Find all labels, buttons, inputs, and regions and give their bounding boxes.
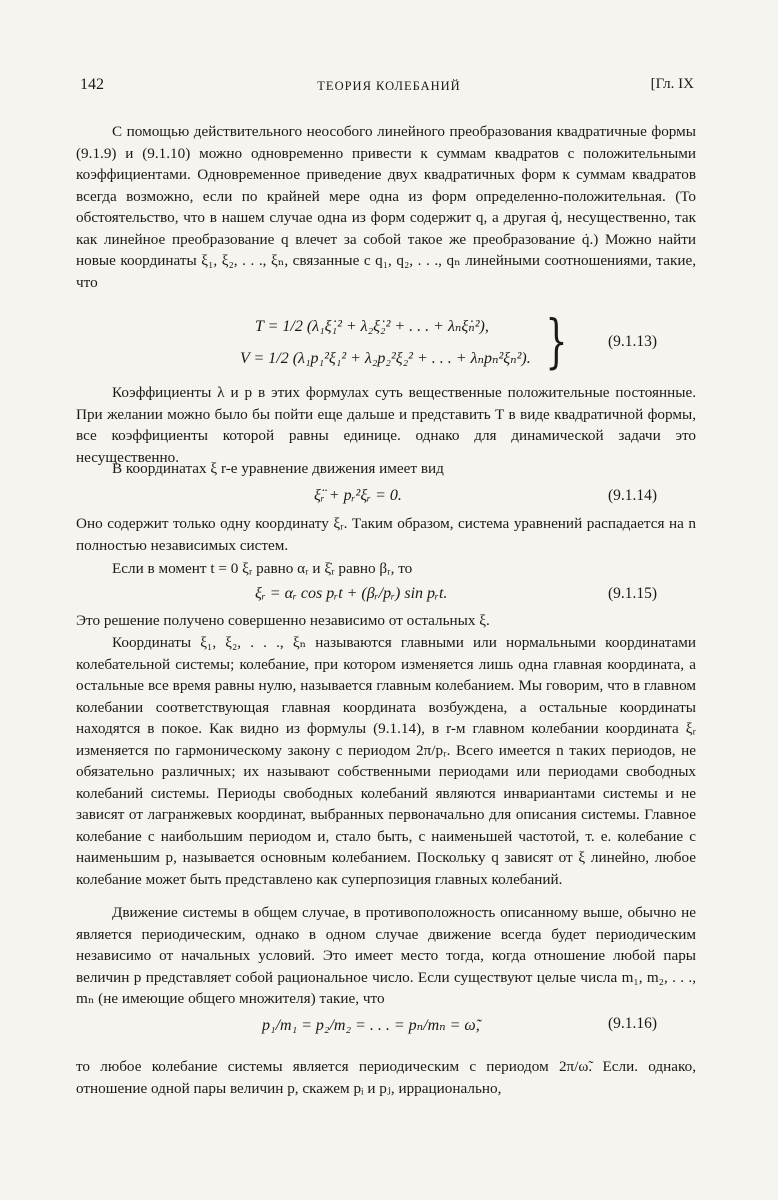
equation-expression: ξ̈ᵣ + pᵣ²ξᵣ = 0. [314,487,402,504]
equation-T-expression: T = 1/2 (λ₁ξ̇₁² + λ₂ξ̇₂² + . . . + λₙξ̇ₙ²), [255,318,489,335]
equation-brace: } [545,307,568,375]
paragraph-normal-coordinates: Координаты ξ₁, ξ₂, . . ., ξₙ называются главными или нормальными координатами колебательной системы; колебание, при котором изменяется лишь одна главная координата, а остальные все время равны нулю, называется главным колебанием. Мы говорим, что в главном колебании соответствующая главная координата возбуждена, а остальные координаты находятся в покое. Как видно из формулы (9.1.14), в r-м главном колебании координата ξᵣ изменяется по гармоническому закону с периодом 2π/pᵣ. Всего имеется n таких периодов, не обязательно различных; их называют собственными периодами или периодами свободных колебаний системы. Периоды свободных колебаний являются инвариантами системы и не зависят от лагранжевых координат, выбранных первоначально для описания системы. Главное колебание с наибольшим периодом и, стало быть, с наименьшей частотой, т. е. колебание с наименьшим p, называется основным колебанием. Поскольку q зависят от ξ линейно, любое колебание может быть представлено как суперпозиция главных колебаний. [76,634,696,888]
running-title: ТЕОРИЯ КОЛЕБАНИЙ [317,79,461,93]
equation-label: (9.1.16) [608,1015,658,1032]
paragraph-coordinates: В координатах ξ r-е уравнение движения имеет вид [112,460,444,477]
equation-V-expression: V = 1/2 (λ₁p₁²ξ₁² + λ₂p₂²ξ₂² + . . . + λₙpₙ²ξₙ²). [240,350,531,367]
page-number: 142 [80,76,104,93]
equation-expression: ξᵣ = αᵣ cos pᵣt + (βᵣ/pᵣ) sin pᵣt. [255,585,448,602]
equation-9-1-15 [0,585,778,613]
chapter-label: [Гл. IX [650,76,694,92]
equation-label: (9.1.14) [608,487,658,504]
paragraph-intro: С помощью действительного неособого линейного преобразования квадратичные формы (9.1.9) и (9.1.10) можно одновременно привести к суммам квадратов с положительными коэффициентами. Одновременное приведение двух квадратичных форм к суммам квадратов всегда возможно, если по крайней мере одна из форм определенно-положительная. (То обстоятельство, что в нашем случае одна из форм содержит q, а другая q̇, несущественно, так как линейное преобразование q влечет за собой такое же преобразование q̇.) Можно найти новые координаты ξ₁, ξ₂, . . ., ξₙ, связанные с q₁, q₂, . . ., qₙ линейными соотношениями, такие, что [76,123,696,291]
equation-9-1-14 [0,487,778,515]
paragraph-coefficients: Коэффициенты λ и p в этих формулах суть вещественные положительные постоянные. При желании можно было бы пойти еще дальше и представить T в виде квадратичной формы, все коэффициенты которой равны единице. однако для динамической задачи это несущественно. [76,384,696,466]
paragraph-initial-conditions: Если в момент t = 0 ξᵣ равно αᵣ и ξ̇ᵣ равно βᵣ, то [112,560,413,577]
paragraph-independence: Это решение получено совершенно независимо от остальных ξ. [76,612,490,629]
equation-9-1-16 [0,1015,778,1043]
paragraph-separation: Оно содержит только одну координату ξᵣ. Таким образом, система уравнений распадается на n полностью независимых систем. [76,515,696,554]
paragraph-periodic: то любое колебание системы является периодическим с периодом 2π/ω̃. Если. однако, отношение одной пары величин p, скажем pᵢ и pⱼ, иррационально, [76,1058,696,1097]
equation-label: (9.1.13) [608,333,658,350]
equation-label: (9.1.15) [608,585,658,602]
equation-9-1-13-label-row [0,333,778,361]
paragraph-general-motion: Движение системы в общем случае, в противоположность описанному выше, обычно не является периодическим, однако в одном случае движение всегда будет периодическим независимо от начальных условий. Это имеет место тогда, когда отношение любой пары величин p представляет собой рациональное число. Если существуют целые числа m₁, m₂, . . ., mₙ (не имеющие общего множителя) такие, что [76,904,696,1007]
equation-expression: p₁/m₁ = p₂/m₂ = . . . = pₙ/mₙ = ω̃, [262,1017,480,1034]
